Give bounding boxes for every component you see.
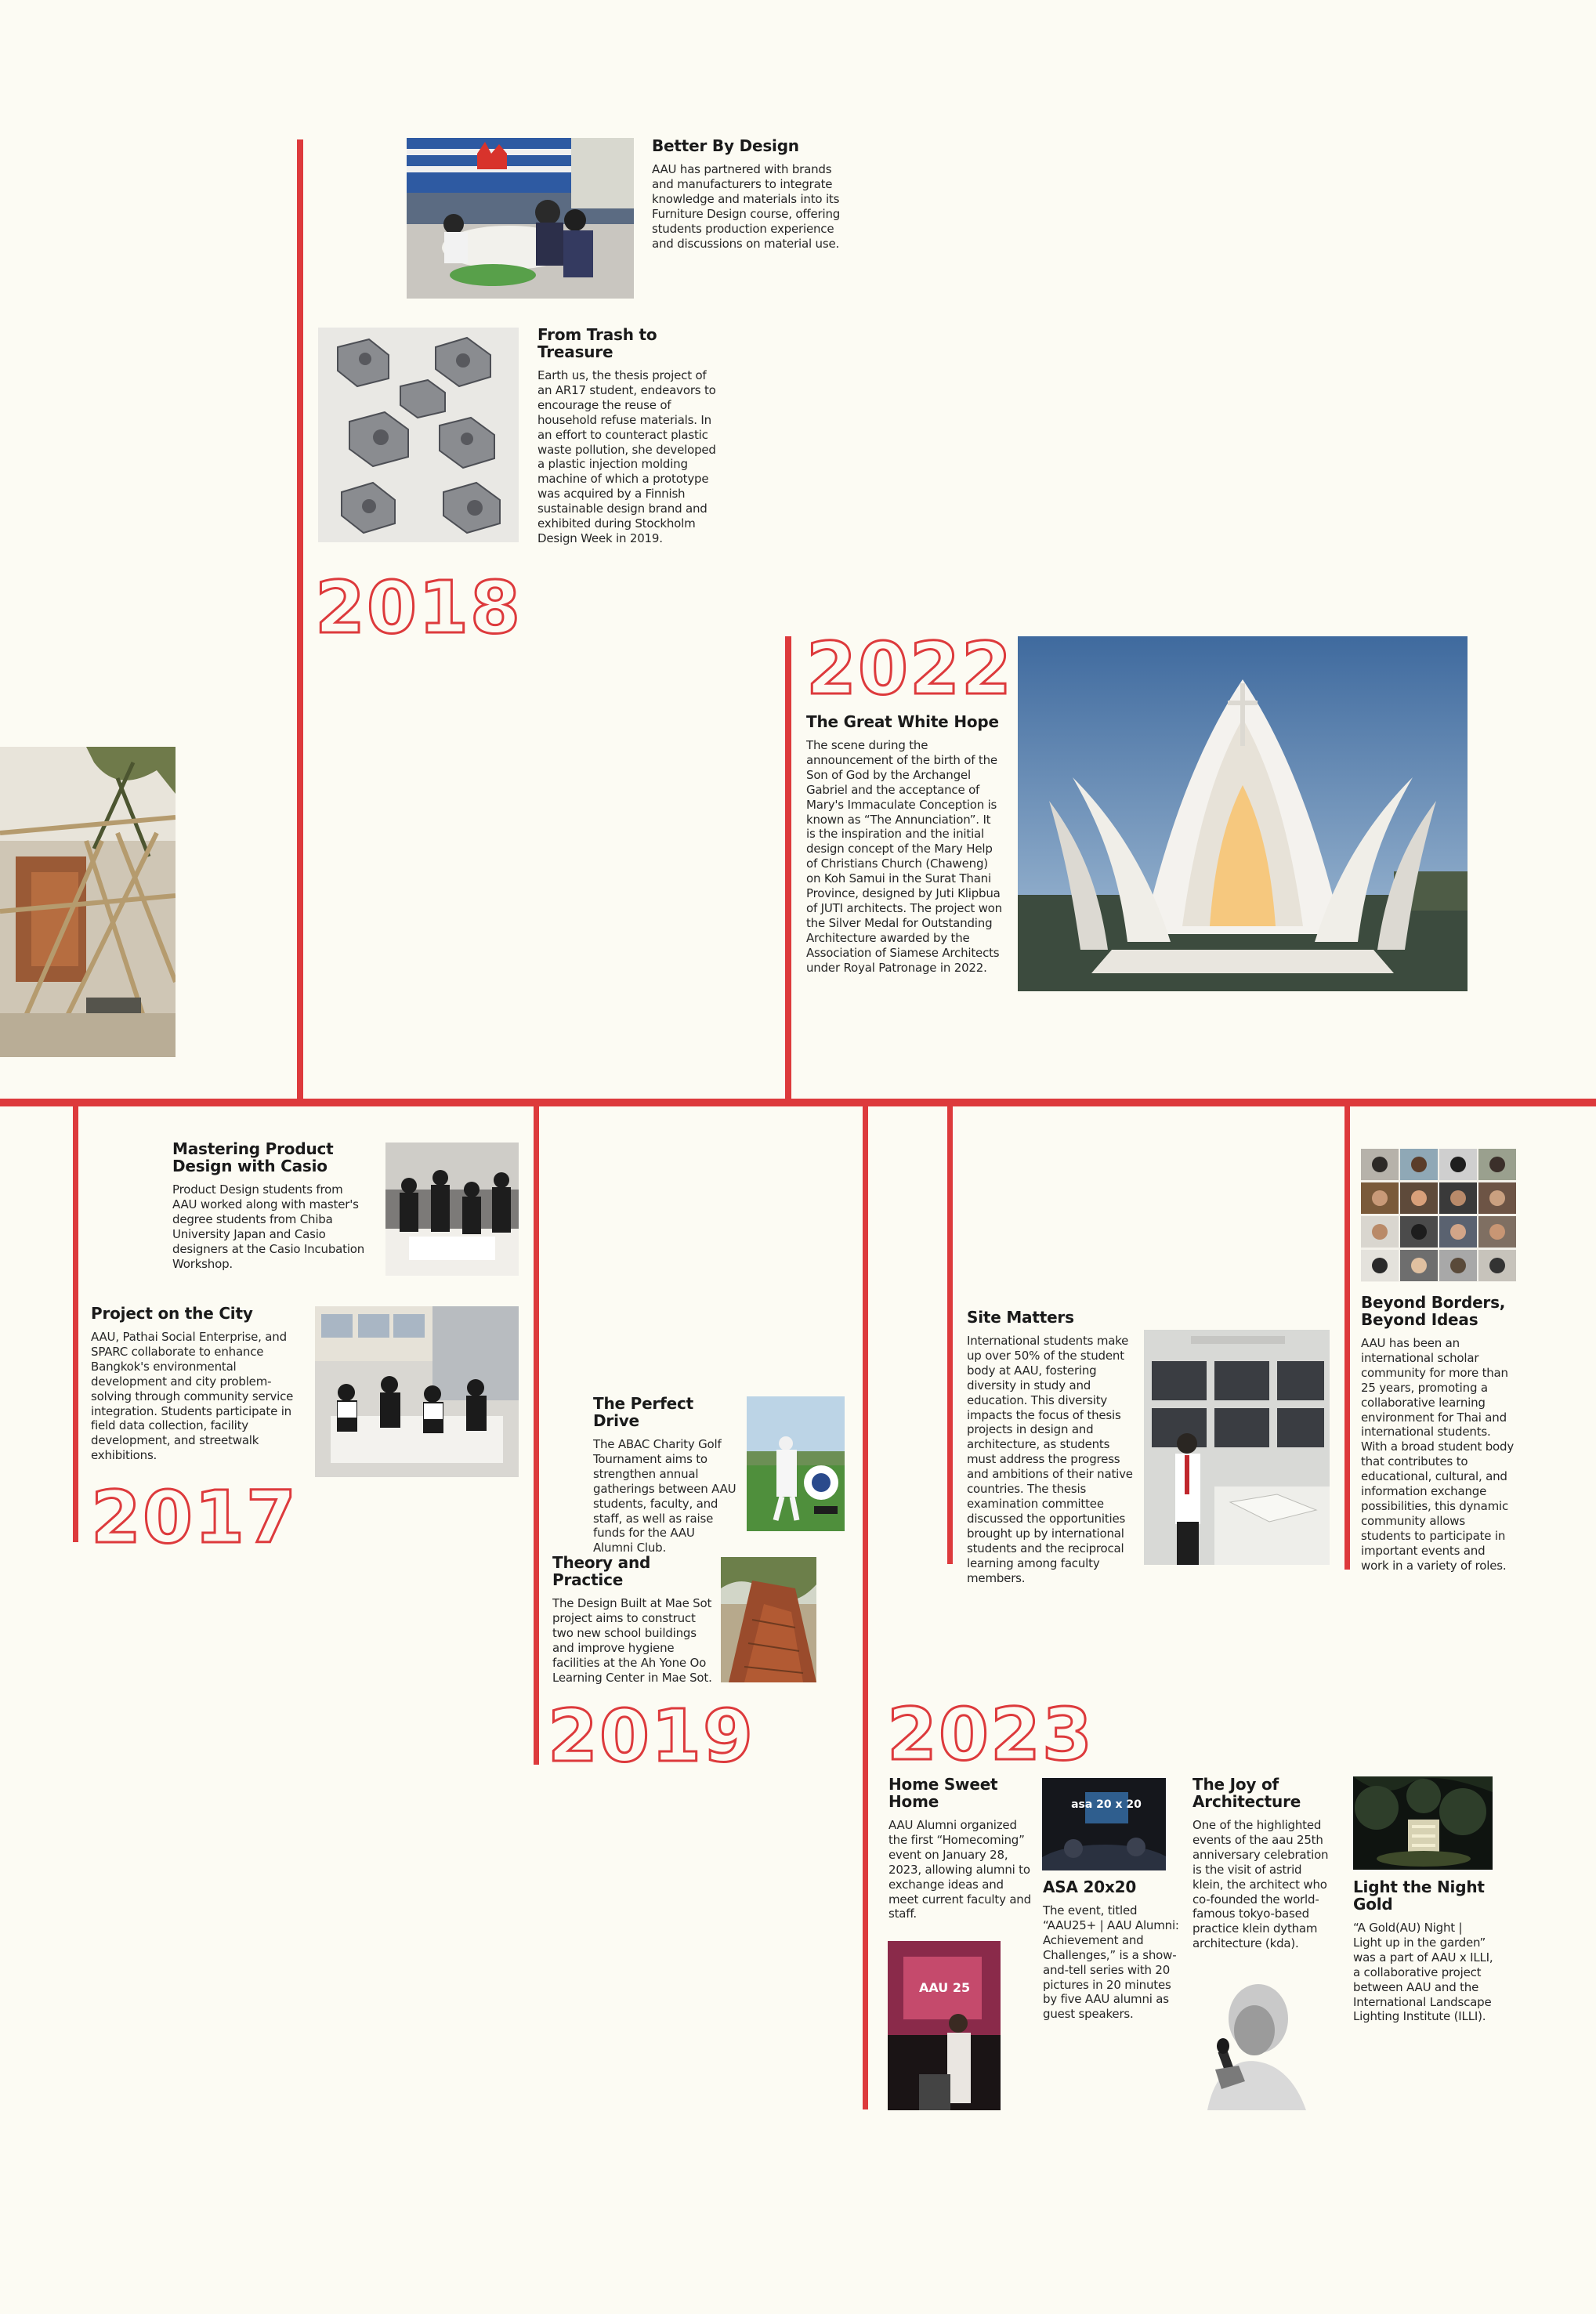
entry-body: International students make up over 50% of the student body at AAU, fostering diversity in study and education. This diversity impacts the focus of thesis projects in design and architecture, as students must address the progress and ambitions of their native countries. The thesis examination committee discussed the opportunities brought up by international students and the reciprocal learning among faculty members. xyxy=(967,1334,1133,1585)
thesis-exhibition-photo xyxy=(1144,1330,1330,1565)
entry-body: AAU, Pathai Social Enterprise, and SPARC collaborate to enhance Bangkok's environmental development and city problem-solving through community service integration. Students participate in field data collection, facility development, and streetwalk exhibitions. xyxy=(91,1330,294,1463)
entry-title: Beyond Borders, Beyond Ideas xyxy=(1361,1293,1506,1329)
entry-site-matters xyxy=(967,1309,1138,1585)
entry-body: Product Design students from AAU worked along with master's degree students from Chiba University Japan and Casio designers at the Casio Incubation Workshop. xyxy=(172,1182,365,1271)
year-2023-label: 2023 xyxy=(887,1693,1095,1776)
entry-project-on-the-city xyxy=(91,1305,295,1463)
timeline-rule-2023 xyxy=(863,1103,868,2109)
entry-body: Earth us, the thesis project of an AR17 student, endeavors to encourage the reuse of household refuse materials. In an effort to counteract plastic waste pollution, she developed a plastic injection molding machine of which a prototype was acquired by a Finnish sustainable design brand and exhibited during Stockholm Design Week in 2019. xyxy=(537,368,716,545)
entry-body: The event, titled “AAU25+ | AAU Alumni: Achievement and Challenges,” is a show-and-tell series with 20 pictures in 20 minutes by five AAU alumni as guest speakers. xyxy=(1043,1903,1179,2022)
homecoming-speaker-photo xyxy=(888,1941,1001,2110)
year-2018-label: 2018 xyxy=(315,566,523,650)
white-church-photo xyxy=(1018,636,1468,991)
year-2017-label: 2017 xyxy=(91,1476,299,1559)
entry-title: Better By Design xyxy=(652,136,799,155)
entry-title: Mastering Product Design with Casio xyxy=(172,1139,334,1175)
entry-body: The ABAC Charity Golf Tournament aims to strengthen annual gatherings between AAU students, faculty, and staff, as well as raise funds for the AAU Alumni Club. xyxy=(593,1437,736,1555)
timeline-rule-2018 xyxy=(297,139,303,1103)
city-project-photo xyxy=(315,1306,519,1477)
entry-title: The Perfect Drive xyxy=(593,1394,693,1430)
entry-title: The Great White Hope xyxy=(806,712,999,731)
timeline-rule-2019 xyxy=(534,1103,539,1765)
astrid-klein-photo xyxy=(1192,1975,1306,2110)
furniture-classroom-photo xyxy=(407,138,634,299)
entry-body: One of the highlighted events of the aau 25th anniversary celebration is the visit of astrid klein, the architect who co-founded the world-famous tokyo-based practice klein dytham architecture (kda). xyxy=(1192,1818,1329,1951)
entry-great-white-hope xyxy=(806,713,1002,976)
entry-title: Light the Night Gold xyxy=(1353,1878,1485,1914)
entry-title: Site Matters xyxy=(967,1308,1074,1327)
timeline-rule-2022 xyxy=(785,636,791,1103)
entry-body: The scene during the announcement of the birth of the Son of God by the Archangel Gabriel and the acceptance of Mary's Immaculate Conception is known as “The Annunciation”. It is the inspiration and the initial design concept of the Mary Help of Christians Church (Chaweng) on Koh Samui in the Surat Thani Province, designed by Juti Klipbua of JUTI architects. The project won the Silver Medal for Outstanding Architecture awarded by the Association of Siamese Architects under Royal Patronage in 2022. xyxy=(806,738,1002,975)
entry-trash-to-treasure xyxy=(537,326,722,546)
plastic-blocks-photo xyxy=(318,328,519,542)
bamboo-structure-photo xyxy=(0,747,176,1057)
timeline-horizontal-rule xyxy=(0,1099,1596,1106)
entry-body: AAU Alumni organized the first “Homecoming” event on January 28, 2023, allowing alumni to exchange ideas and meet current faculty and staff. xyxy=(888,1818,1031,1921)
entry-title: The Joy of Architecture xyxy=(1192,1775,1301,1811)
asa-poster-label: asa 20 x 20 xyxy=(1071,1798,1142,1811)
golf-tournament-photo xyxy=(747,1396,845,1531)
year-2019-label: 2019 xyxy=(548,1694,755,1778)
entry-home-sweet-home xyxy=(888,1776,1031,1921)
entry-theory-practice xyxy=(552,1554,717,1685)
entry-body: AAU has partnered with brands and manufacturers to integrate knowledge and materials into its Furniture Design course, offering students production experience and discussions on material use. xyxy=(652,162,841,251)
entry-beyond-borders xyxy=(1361,1294,1514,1573)
entry-body: AAU has been an international scholar community for more than 25 years, promoting a collaborative learning environment for Thai and international students. With a broad student body that contributes to educational, cultural, and information exchange possibilities, this dynamic community allows students to participate in important events and work in a variety of roles. xyxy=(1361,1336,1515,1573)
entry-body: “A Gold(AU) Night | Light up in the garden” was a part of AAU x ILLI, a collaborative project between AAU and the International Landscape Lighting Institute (ILLI). xyxy=(1353,1921,1493,2024)
garden-lighting-photo xyxy=(1353,1776,1493,1870)
entry-title: Project on the City xyxy=(91,1304,253,1323)
timeline-rule-2017 xyxy=(73,1103,78,1542)
timeline-rule-beyond-borders xyxy=(1344,1103,1350,1570)
asa-20x20-photo xyxy=(1042,1778,1166,1870)
entry-perfect-drive xyxy=(593,1395,738,1555)
timeline-rule-site-matters xyxy=(947,1103,953,1564)
entry-light-the-night-gold xyxy=(1353,1878,1494,2024)
aau-banner-label: AAU 25 xyxy=(919,1980,971,1995)
entry-body: The Design Built at Mae Sot project aims to construct two new school buildings and improve hygiene facilities at the Ah Yone Oo Learning Center in Mae Sot. xyxy=(552,1596,712,1685)
entry-joy-of-architecture xyxy=(1192,1776,1334,1951)
casio-workshop-photo xyxy=(385,1143,519,1276)
entry-asa-20x20 xyxy=(1043,1878,1180,2022)
mae-sot-site-photo xyxy=(721,1557,816,1682)
entry-title: From Trash to Treasure xyxy=(537,325,657,361)
year-2022-label: 2022 xyxy=(806,627,1014,711)
entry-better-by-design xyxy=(652,137,852,251)
entry-title: Home Sweet Home xyxy=(888,1775,998,1811)
entry-mastering-casio xyxy=(172,1140,368,1271)
scholar-portraits-grid xyxy=(1361,1149,1516,1282)
entry-title: ASA 20x20 xyxy=(1043,1878,1137,1896)
entry-title: Theory and Practice xyxy=(552,1553,651,1589)
